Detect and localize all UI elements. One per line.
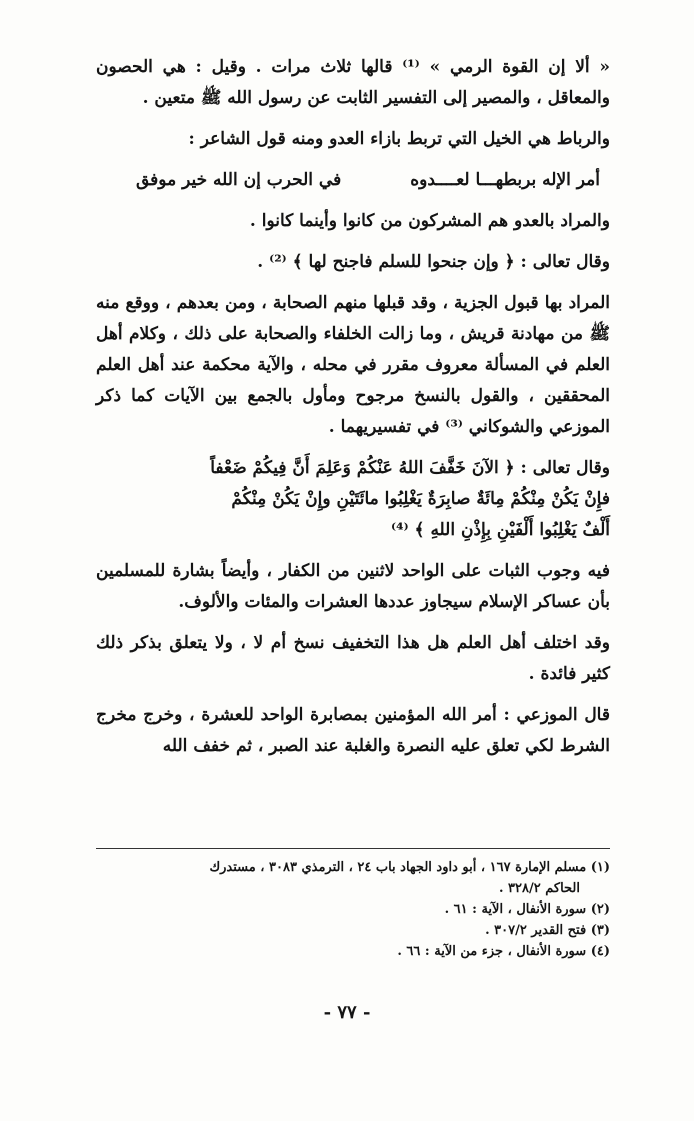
quran-verse xyxy=(96,453,610,546)
footnote-3: (٣) فتح القدير ٣٠٧/٢ . xyxy=(485,923,610,938)
poem-verse xyxy=(96,165,610,196)
verse-line-1: وقال تعالى : ﴿ الآنَ خَفَّفَ اللهُ عَنْكُمْ وَعَلِمَ أَنَّ فِيكُمْ ضَعْفاً xyxy=(210,458,610,478)
footnotes xyxy=(96,848,610,962)
paragraph-jizya: المراد بها قبول الجزية ، وقد قبلها منهم الصحابة ، ومن بعدهم ، ووقع منه ﷺ من مهادنة قريش ، وما زالت الخلفاء والصحابة على ذلك ، وكلام أهل العلم في المسألة معروف مقرر في محله ، والآية محكمة عند أهل العلم المحققين ، والقول بالنسخ مرجوح ومأول بالجمع بين الآيات كما ذكر الموزعي والشوكاني ⁽³⁾ في تفسيريهما . xyxy=(96,293,610,437)
paragraph-steadfastness: فيه وجوب الثبات على الواحد لاثنين من الكفار ، وأيضاً بشارة للمسلمين بأن عساكر الإسلام سيجاوز عددها العشرات والمئات والألوف. xyxy=(96,561,610,612)
footnote-4: (٤) سورة الأنفال ، جزء من الآية : ٦٦ . xyxy=(397,944,610,959)
verse-line-2: فإِنْ يَكُنْ مِنْكُمْ مِائَةٌ صابِرَةٌ يَغْلِبُوا مائَتَيْنِ وإِنْ يَكُنْ مِنْكُمْ xyxy=(231,489,610,509)
paragraph-verse-peace: وقال تعالى : ﴿ وإن جنحوا للسلم فاجنح لها ﴾ ⁽²⁾ . xyxy=(257,252,610,272)
footnote-1: (١) مسلم الإمارة ١٦٧ ، أبو داود الجهاد باب ٢٤ ، الترمذي ٣٠٨٣ ، مستدرك xyxy=(209,860,610,875)
poem-hemistich-second: في الحرب إن الله خير موفق xyxy=(136,170,342,190)
paragraph-hadith: « ألا إن القوة الرمي » ⁽¹⁾ قالها ثلاث مرات . وقيل : هي الحصون والمعاقل ، والمصير إلى التفسير الثابت عن رسول الله ﷺ متعين . xyxy=(96,57,610,108)
poem-hemistich-first: أمر الإله بربطهـــا لعــــدوه xyxy=(410,170,600,190)
footnote-1-continued: الحاكم ٣٢٨/٢ . xyxy=(498,881,580,896)
paragraph-enemy: والمراد بالعدو هم المشركون من كانوا وأينما كانوا . xyxy=(249,211,610,231)
footnote-2: (٢) سورة الأنفال ، الآية : ٦١ . xyxy=(444,902,610,917)
paragraph-mawzai: قال الموزعي : أمر الله المؤمنين بمصابرة الواحد للعشرة ، وخرج مخرج الشرط لكي تعلق عليه النصرة والغلبة عند الصبر ، ثم خفف الله xyxy=(96,705,610,756)
main-text xyxy=(96,52,610,762)
paragraph-abrogation: وقد اختلف أهل العلم هل هذا التخفيف نسخ أم لا ، ولا يتعلق بذكر ذلك كثير فائدة . xyxy=(96,633,610,684)
verse-line-3: أَلْفٌ يَغْلِبُوا أَلْفَيْنِ بِإِذْنِ اللهِ ﴾ ⁽⁴⁾ xyxy=(391,520,610,540)
page-number: - ٧٧ - xyxy=(323,1002,371,1023)
paragraph-ribat: والرباط هي الخيل التي تربط بازاء العدو ومنه قول الشاعر : xyxy=(188,129,610,149)
